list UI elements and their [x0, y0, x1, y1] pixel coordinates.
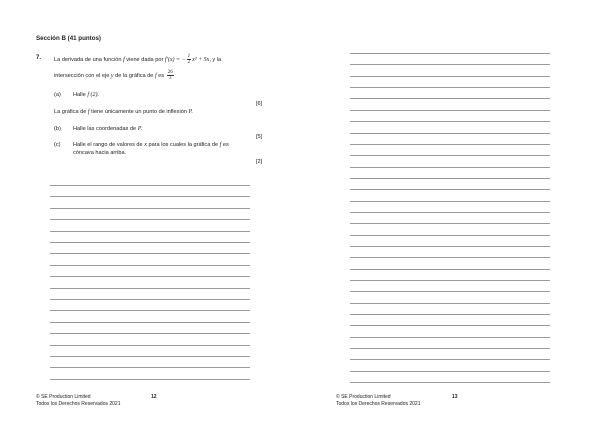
answer-line [350, 189, 550, 190]
answer-line [50, 265, 250, 266]
footer-copyright: © SE Production Limited Todos los Derechos Reservados 2021 [36, 394, 121, 407]
answer-line [50, 276, 250, 277]
question-intro-line-2: intersección con el eje y de la gráfica de f es $\frac{26}{3}$ [54, 70, 173, 81]
page-number: 12 [151, 394, 157, 400]
answer-line [50, 219, 250, 220]
answer-line [350, 246, 550, 247]
answer-line [50, 322, 250, 323]
answer-line [350, 64, 550, 65]
answer-line [50, 356, 250, 357]
answer-line [350, 155, 550, 156]
answer-line [350, 314, 550, 315]
answer-line [350, 325, 550, 326]
answer-line [350, 201, 550, 202]
answer-line [350, 178, 550, 179]
answer-line [50, 185, 250, 186]
answer-line [50, 288, 250, 289]
part-c-label: (c) [54, 142, 61, 148]
answer-line [350, 110, 550, 111]
derivative-formula: f′(x) = − $\frac{1}{2}$ x² + 5x [164, 54, 210, 65]
question-number: 7. [36, 55, 42, 61]
answer-line [350, 98, 550, 99]
answer-line [50, 253, 250, 254]
answer-line [50, 208, 250, 209]
answer-line [350, 133, 550, 134]
page-13 [300, 0, 600, 424]
answer-line [50, 345, 250, 346]
inflection-statement: La gráfica de f tiene únicamente un punto de inflexión P. [54, 109, 193, 115]
answer-line [350, 291, 550, 292]
part-a-text: Halle f (2). [73, 92, 99, 98]
answer-line [50, 367, 250, 368]
part-b-marks: [5] [256, 134, 263, 140]
answer-line [350, 223, 550, 224]
answer-line [50, 242, 250, 243]
section-title: Sección B (41 puntos) [36, 35, 101, 42]
answer-line [350, 257, 550, 258]
answer-line [350, 359, 550, 360]
answer-line [350, 382, 550, 383]
part-c-marks: [2] [256, 159, 263, 165]
answer-line [50, 379, 250, 380]
answer-line [50, 333, 250, 334]
answer-line [350, 371, 550, 372]
answer-line [350, 269, 550, 270]
part-a-label: (a) [54, 92, 61, 98]
answer-line [350, 235, 550, 236]
answer-line [50, 196, 250, 197]
answer-line [350, 76, 550, 77]
answer-line [50, 299, 250, 300]
answer-line [350, 212, 550, 213]
part-a-marks: [6] [256, 101, 263, 107]
answer-line [350, 87, 550, 88]
part-b-label: (b) [54, 126, 61, 132]
page-number: 13 [452, 394, 458, 400]
y-intercept-fraction: $\frac{26}{3}$ [167, 70, 173, 81]
question-intro-line-1: La derivada de una función f viene dada por f′(x) = − $\frac{1}{2}$ x² + 5x, y la [54, 54, 222, 65]
answer-line [350, 121, 550, 122]
part-c-text-line-2: cóncava hacia arriba. [73, 150, 127, 156]
answer-line [350, 337, 550, 338]
part-c-text-line-1: Halle el rango de valores de x para los cuales la gráfica de f es [73, 142, 229, 148]
answer-line [350, 348, 550, 349]
answer-line [350, 144, 550, 145]
part-b-text: Halle las coordenadas de P. [73, 126, 143, 132]
answer-line [350, 53, 550, 54]
answer-line [350, 280, 550, 281]
answer-line [350, 303, 550, 304]
answer-line [350, 167, 550, 168]
answer-line [50, 310, 250, 311]
answer-line [50, 231, 250, 232]
footer-copyright: © SE Production Limited Todos los Derechos Reservados 2021 [336, 394, 421, 407]
